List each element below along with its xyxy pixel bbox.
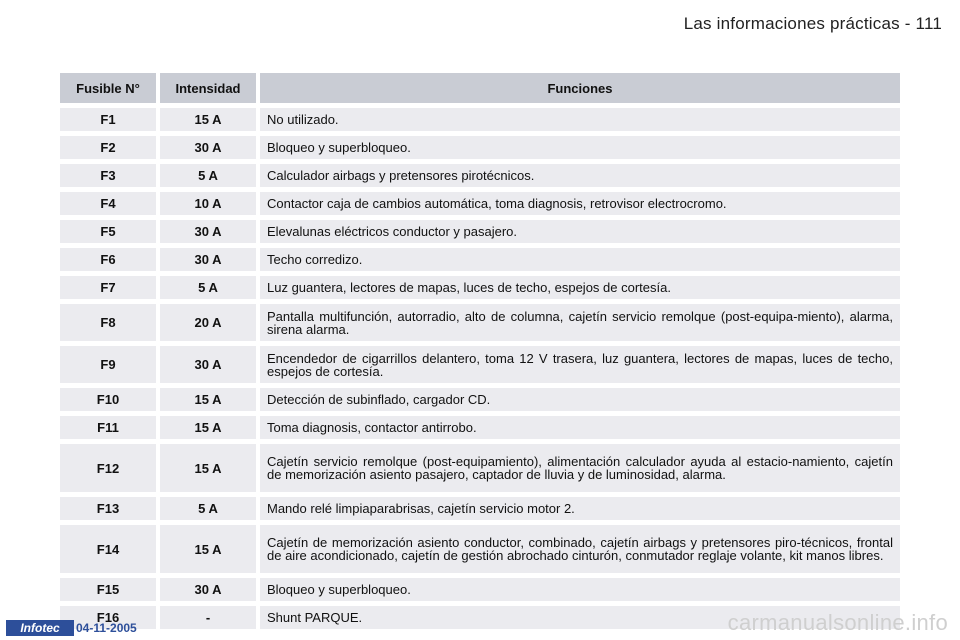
fuse-intensity: 15 A [160,525,256,573]
fuse-function: Mando relé limpiaparabrisas, cajetín servicio motor 2. [260,497,900,520]
fuse-function: Toma diagnosis, contactor antirrobo. [260,416,900,439]
fuse-number: F8 [60,304,156,341]
fuse-number: F15 [60,578,156,601]
table-row [60,248,900,271]
fuse-number: F12 [60,444,156,492]
fuse-intensity: 10 A [160,192,256,215]
fuse-function: Shunt PARQUE. [260,606,900,629]
fuse-intensity: - [160,606,256,629]
table-header-row [60,73,900,103]
fuse-function: Elevalunas eléctricos conductor y pasajero. [260,220,900,243]
fuse-function: Techo corredizo. [260,248,900,271]
table-row [60,388,900,411]
table-row [60,108,900,131]
table-row [60,220,900,243]
fuse-function: Calculador airbags y pretensores pirotécnicos. [260,164,900,187]
fuse-intensity: 30 A [160,136,256,159]
fuse-function: Cajetín de memorización asiento conductor, combinado, cajetín airbags y pretensores piro-técnicos, frontal de aire acondicionado, cajetín de gestión abrochado cinturón, conmutador reglaje volante, kit manos libres. [260,525,900,573]
column-header-fuse: Fusible N° [60,73,156,103]
fuse-number: F1 [60,108,156,131]
fuse-intensity: 15 A [160,108,256,131]
table-row [60,416,900,439]
fuse-function: Pantalla multifunción, autorradio, alto de columna, cajetín servicio remolque (post-equipa-miento), alarma, sirena alarma. [260,304,900,341]
fuse-function: Luz guantera, lectores de mapas, luces de techo, espejos de cortesía. [260,276,900,299]
fuse-intensity: 5 A [160,276,256,299]
fuse-number: F10 [60,388,156,411]
fuse-intensity: 30 A [160,248,256,271]
fuse-function: No utilizado. [260,108,900,131]
table-row [60,444,900,492]
footer-date: 04-11-2005 [76,621,137,635]
fuse-intensity: 5 A [160,164,256,187]
column-header-functions: Funciones [260,73,900,103]
table-row [60,497,900,520]
table-row [60,136,900,159]
fuse-number: F5 [60,220,156,243]
fuse-intensity: 30 A [160,346,256,383]
fuse-number: F14 [60,525,156,573]
fuse-number: F4 [60,192,156,215]
fuse-number: F3 [60,164,156,187]
page-title: Las informaciones prácticas - 111 [683,14,942,33]
fuse-number: F2 [60,136,156,159]
fuse-intensity: 20 A [160,304,256,341]
watermark: carmanualsonline.info [727,610,948,635]
table-row [60,192,900,215]
fuse-number: F11 [60,416,156,439]
column-header-intensity: Intensidad [160,73,256,103]
fuse-function: Contactor caja de cambios automática, toma diagnosis, retrovisor electrocromo. [260,192,900,215]
fuse-intensity: 30 A [160,220,256,243]
table-row [60,346,900,383]
fuse-table [56,68,904,634]
fuse-function: Bloqueo y superbloqueo. [260,578,900,601]
fuse-number: F13 [60,497,156,520]
fuse-function: Cajetín servicio remolque (post-equipamiento), alimentación calculador ayuda al estacio-namiento, cajetín de memorización asiento pasajero, captador de lluvia y de luminosidad, alarma. [260,444,900,492]
fuse-number: F16 [60,606,156,629]
fuse-intensity: 15 A [160,388,256,411]
fuse-intensity: 15 A [160,416,256,439]
fuse-intensity: 30 A [160,578,256,601]
table-row [60,164,900,187]
table-row [60,525,900,573]
fuse-function: Detección de subinflado, cargador CD. [260,388,900,411]
table-row [60,276,900,299]
fuse-number: F9 [60,346,156,383]
table-row [60,304,900,341]
fuse-intensity: 5 A [160,497,256,520]
fuse-function: Bloqueo y superbloqueo. [260,136,900,159]
fuse-number: F7 [60,276,156,299]
fuse-function: Encendedor de cigarrillos delantero, toma 12 V trasera, luz guantera, lectores de mapas, luces de techo, espejos de cortesía. [260,346,900,383]
fuse-intensity: 15 A [160,444,256,492]
infotec-logo: Infotec [6,620,74,636]
fuse-number: F6 [60,248,156,271]
table-row [60,578,900,601]
